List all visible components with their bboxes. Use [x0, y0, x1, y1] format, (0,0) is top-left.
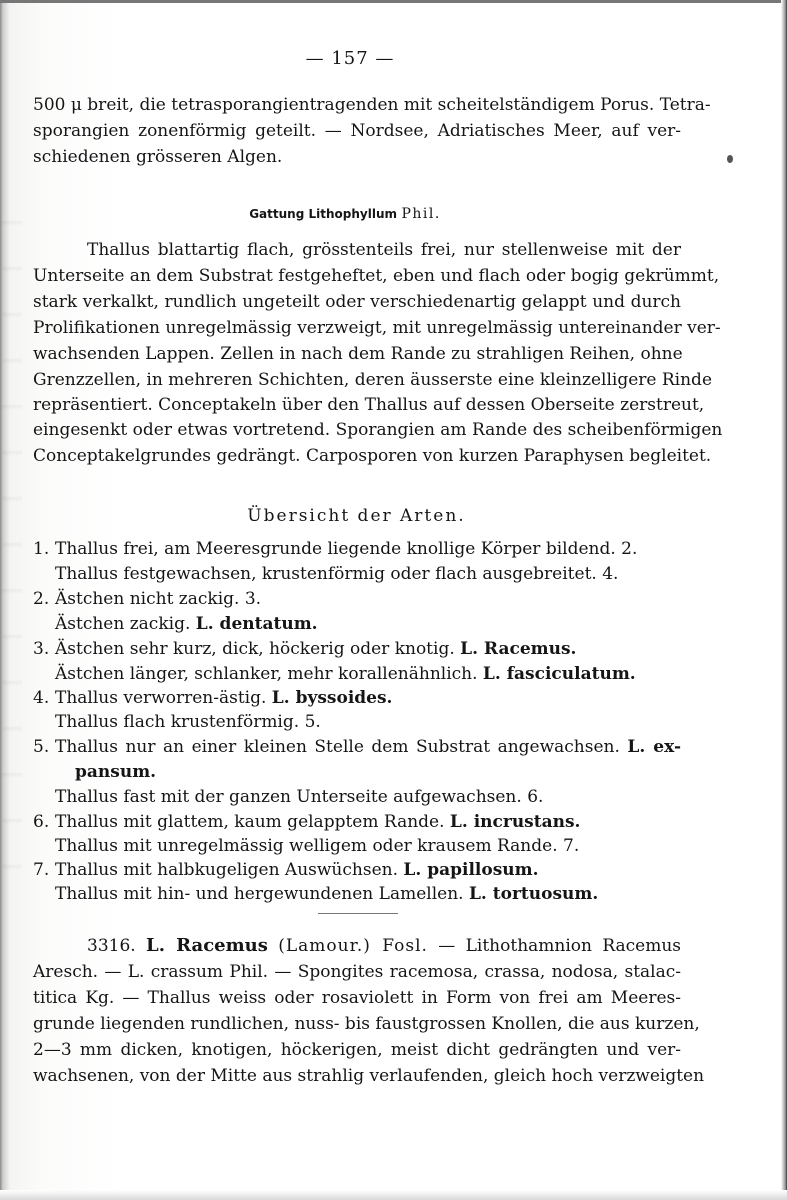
entry-number: 3316. — [87, 936, 136, 956]
entry-author: (Lamour.) Fosl. — [278, 936, 428, 956]
entry-line-6: wachsenen, von der Mitte aus strahlig verlaufenden, gleich hoch verzweigten — [33, 1066, 705, 1086]
entry-line-5: 2—3 mm dicken, knotigen, höckerigen, meist dicht gedrängten und ver- — [33, 1040, 681, 1060]
page-right-edge — [781, 0, 787, 1200]
entry-line-2: Aresch. — L. crassum Phil. — Spongites racemosa, crassa, nodosa, stalac- — [33, 962, 681, 982]
genus-desc-line-2: Unterseite an dem Substrat festgeheftet, eben und flach oder bogig gekrümmt, — [33, 266, 720, 286]
key-row — [55, 884, 598, 904]
key-row — [55, 787, 543, 807]
intro-line-2: sporangien zonenförmig geteilt. — Nordsee, Adriatisches Meer, auf ver- — [33, 121, 681, 141]
species-name: L. ex- — [627, 737, 682, 757]
key-text: Thallus nur an einer kleinen Stelle dem Substrat angewachsen. — [55, 737, 628, 757]
genus-desc-line-4: Prolifikationen unregelmässig verzweigt, mit unregelmässig untereinander ver- — [33, 318, 721, 338]
key-row — [55, 664, 636, 684]
genus-heading — [0, 206, 690, 222]
key-text: Thallus fast mit der ganzen Unterseite aufgewachsen. 6. — [55, 787, 544, 807]
page-bottom-shade — [0, 1190, 787, 1200]
genus-desc-line-3: stark verkalkt, rundlich ungeteilt oder verschiedenartig gelappt und durch — [33, 292, 681, 312]
page-number: — 157 — — [305, 48, 395, 69]
key-number: 6. — [33, 812, 50, 832]
genus-desc-line-9: Conceptakelgrundes gedrängt. Carposporen von kurzen Paraphysen begleitet. — [33, 446, 712, 466]
key-row — [55, 688, 392, 708]
species-name: L. dentatum. — [195, 614, 318, 634]
key-text: Ästchen länger, schlanker, mehr korallenähnlich. — [55, 664, 483, 684]
species-name: L. byssoides. — [271, 688, 393, 708]
section-divider — [318, 913, 398, 914]
key-number: 5. — [33, 737, 50, 757]
intro-line-3: schiedenen grösseren Algen. — [33, 147, 283, 167]
genus-desc-line-5: wachsenden Lappen. Zellen in nach dem Rande zu strahligen Reihen, ohne — [33, 344, 683, 364]
key-row — [55, 614, 318, 634]
key-text: Ästchen nicht zackig. 3. — [55, 589, 262, 609]
genus-desc-line-8: eingesenkt oder etwas vortretend. Sporangien am Rande des scheibenförmigen — [33, 420, 723, 440]
key-number: 7. — [33, 860, 50, 880]
key-row — [55, 589, 261, 609]
key-row — [55, 639, 576, 659]
genus-desc-line-1: Thallus blattartig flach, grösstenteils frei, nur stellenweise mit der — [87, 240, 681, 260]
key-row — [55, 860, 539, 880]
key-text: Thallus mit unregelmässig welligem oder krausem Rande. 7. — [55, 836, 580, 856]
key-row — [55, 564, 618, 584]
key-number: 3. — [33, 639, 50, 659]
key-text: Thallus verworren-ästig. — [55, 688, 272, 708]
key-text: Thallus flach krustenförmig. 5. — [55, 712, 321, 732]
key-row — [55, 712, 321, 732]
key-number: 1. — [33, 539, 50, 559]
key-row — [55, 812, 580, 832]
key-text: Thallus mit halbkugeligen Auswüchsen. — [55, 860, 404, 880]
species-name: L. fasciculatum. — [482, 664, 636, 684]
genus-author: Phil. — [401, 206, 441, 222]
entry-line-4: grunde liegenden rundlichen, nuss- bis faustgrossen Knollen, die aus kurzen, — [33, 1014, 700, 1034]
entry-line-3: titica Kg. — Thallus weiss oder rosaviolett in Form von frei am Meeres- — [33, 988, 681, 1008]
key-text: Ästchen sehr kurz, dick, höckerig oder knotig. — [55, 639, 461, 659]
species-name: L. tortuosum. — [468, 884, 599, 904]
genus-label: Gattung Lithophyllum — [249, 207, 397, 221]
species-name: L. papillosum. — [403, 860, 539, 880]
species-name: L. incrustans. — [449, 812, 581, 832]
entry-first-line — [87, 936, 681, 956]
key-row — [55, 539, 637, 559]
genus-desc-line-6: Grenzzellen, in mehreren Schichten, deren äusserste eine kleinzelligere Rinde — [33, 370, 713, 390]
genus-desc-line-7: repräsentiert. Conceptakeln über den Thallus auf dessen Oberseite zerstreut, — [33, 395, 705, 415]
key-text: Thallus festgewachsen, krustenförmig oder flach ausgebreitet. 4. — [55, 564, 619, 584]
species-name: pansum. — [75, 762, 157, 782]
entry-synonym: — Lithothamnion Racemus — [438, 936, 682, 956]
key-row — [55, 836, 579, 856]
key-text: Thallus frei, am Meeresgrunde liegende knollige Körper bildend. 2. — [55, 539, 638, 559]
page-top-edge — [0, 0, 787, 3]
key-text: Thallus mit hin- und hergewundenen Lamellen. — [55, 884, 469, 904]
key-row — [55, 737, 681, 757]
key-number: 4. — [33, 688, 50, 708]
key-number: 2. — [33, 589, 50, 609]
key-row — [75, 762, 156, 782]
show-through-marks — [2, 180, 22, 880]
intro-line-1: 500 μ breit, die tetrasporangientragenden mit scheitelständigem Porus. Tetra- — [33, 95, 711, 115]
overview-title: Übersicht der Arten. — [247, 506, 466, 526]
entry-species-name: L. Racemus — [146, 935, 268, 956]
key-text: Ästchen zackig. — [55, 614, 196, 634]
species-name: L. Racemus. — [460, 639, 577, 659]
key-text: Thallus mit glattem, kaum gelapptem Rande. — [55, 812, 450, 832]
